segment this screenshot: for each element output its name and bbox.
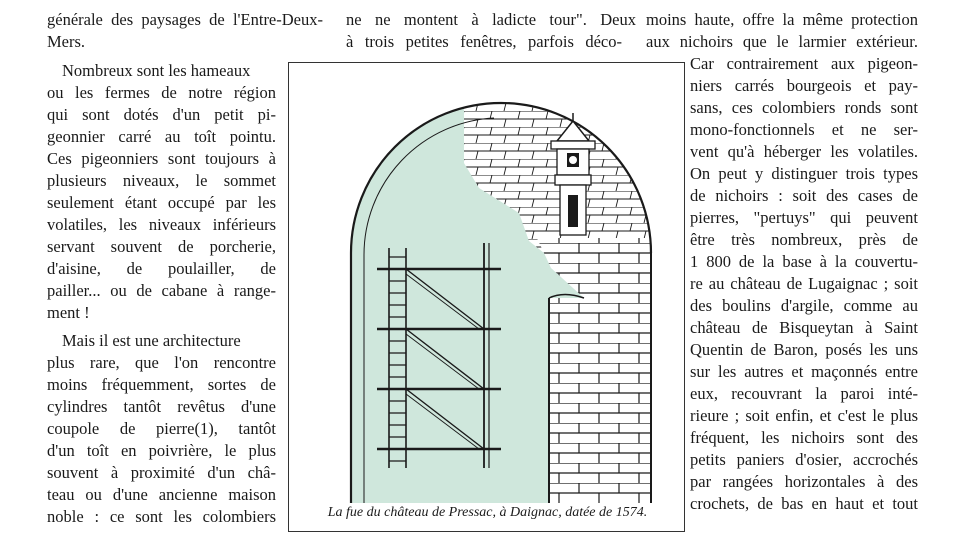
text-line: plus rare, que l'on rencontre: [47, 353, 276, 372]
text-line: volatiles, les niveaux inférieurs: [47, 215, 276, 234]
text-line: crochets, de bas en haut et tout: [690, 494, 918, 513]
text-line: 1 800 de la base à la couvertu-: [690, 252, 918, 271]
text-line: Mers.: [47, 32, 86, 51]
text-line: Car contrairement aux pigeon-: [690, 54, 918, 73]
text-line: fréquent, les nichoirs sont des: [690, 428, 918, 447]
paragraph-start: Nombreux sont les hameaux: [62, 61, 251, 80]
text-line: par rangées horizontales à des: [690, 472, 918, 491]
text-line: mono-fonctionnels et ne ser-: [690, 120, 918, 139]
text-line: niers carrés bourgeois et pay-: [690, 76, 918, 95]
text-line: Ces pigeonniers sont toujours à: [47, 149, 276, 168]
text-line: souvent à proximité d'un châ-: [47, 463, 276, 482]
text-line: pailler... ou de cabane à range-: [47, 281, 276, 300]
text-line: ou les fermes de notre région: [47, 83, 276, 102]
text-line: rieure ; soit enfin, et c'est le plus: [690, 406, 918, 425]
text-line: d'un toît en poivrière, le plus: [47, 441, 276, 460]
paragraph-start: Mais il est une architecture: [62, 331, 241, 350]
text-line: ment !: [47, 303, 90, 322]
text-line: moins haute, offre la même protection: [646, 10, 918, 29]
text-line: eux, recouvrant la paroi inté-: [690, 384, 918, 403]
text-line: servant souvent de porcherie,: [47, 237, 276, 256]
text-line: re au château de Lugaignac ; soit: [690, 274, 918, 293]
figure-illustration: [288, 62, 685, 532]
text-line: coupole de pierre(1), tantôt: [47, 419, 276, 438]
text-line: qui sont dotés d'un petit pi-: [47, 105, 276, 124]
text-line: sur les autres et maçonnés entre: [690, 362, 918, 381]
text-line: cylindres tantôt revêtus d'une: [47, 397, 276, 416]
text-line: petits paniers d'osier, accrochés: [690, 450, 918, 469]
text-line: sans, ces colombiers ronds sont: [690, 98, 918, 117]
text-line: vent qu'à héberger les volatiles.: [690, 142, 918, 161]
text-line: moins fréquemment, sortes de: [47, 375, 276, 394]
text-line: On peut y distinguer trois types: [690, 164, 918, 183]
text-line: teau ou d'une ancienne maison: [47, 485, 276, 504]
text-line: d'aisine, de poulailler, de: [47, 259, 276, 278]
text-line: générale des paysages de l'Entre-Deux-: [47, 10, 323, 29]
dovecote-cutaway-drawing: [289, 63, 686, 503]
text-line: être très nombreux, près de: [690, 230, 918, 249]
text-line: noble : ce sont les colombiers: [47, 507, 276, 526]
text-line: Quentin de Baron, posés les uns: [690, 340, 918, 359]
text-line: château de Bisqueytan à Saint: [690, 318, 918, 337]
text-line: plusieurs niveaux, le sommet: [47, 171, 276, 190]
text-line: des boulins d'argile, comme au: [690, 296, 918, 315]
text-line: pierres, "pertuys" qui peuvent: [690, 208, 918, 227]
text-line: à trois petites fenêtres, parfois déco-: [346, 32, 622, 51]
text-line: aux nichoirs que le larmier extérieur.: [646, 32, 918, 51]
text-line: de nichoirs : soit des cases de: [690, 186, 918, 205]
text-line: seulement étant occupé par les: [47, 193, 276, 212]
text-line: ne ne montent à ladicte tour". Deux: [346, 10, 636, 29]
figure-caption: La fue du château de Pressac, à Daignac, datée de 1574.: [327, 505, 648, 520]
text-line: geonnier carré au toît pointu.: [47, 127, 276, 146]
